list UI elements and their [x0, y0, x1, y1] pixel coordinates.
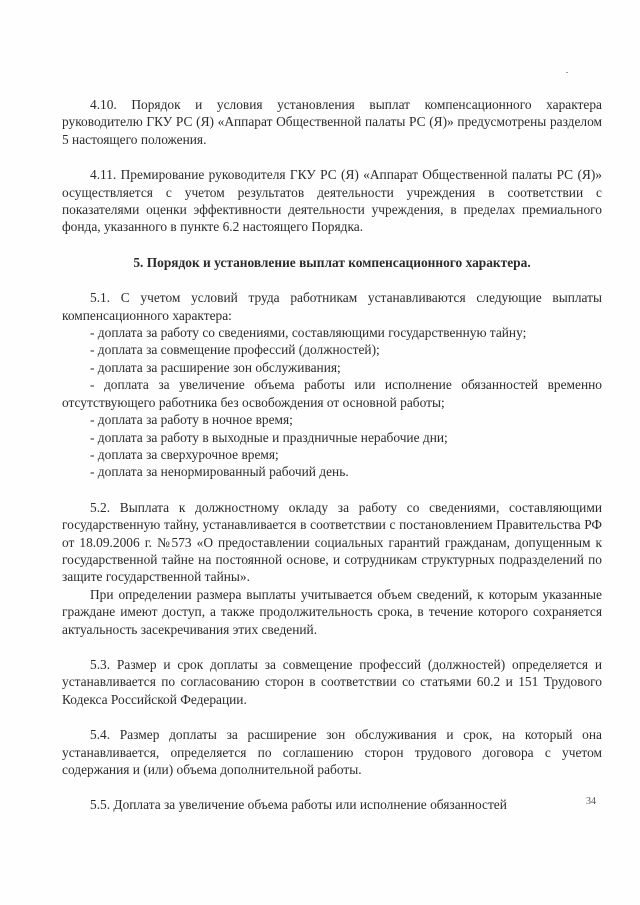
list-item: - доплата за совмещение профессий (должностей);: [90, 342, 380, 358]
document-body: [62, 96, 602, 814]
paragraph-5-2: 5.2. Выплата к должностному окладу за работу со сведениями, составляющими государственную тайну, устанавливается в соответствии с постановлением Правительства РФ от 18.09.2006 г. №573 «О предоставлении социальных гарантий гражданам, допущенным к государственной тайне на постоянной основе, и сотрудникам структурных подразделений по защите государственной тайны».: [62, 499, 602, 585]
list-item: - доплата за сверхурочное время;: [90, 446, 279, 462]
page-number: 34: [586, 796, 596, 807]
paragraph-5-2-continuation: При определении размера выплаты учитывается объем сведений, к которым указанные граждане имеют доступ, а также продолжительность срока, в течение которого сохраняется актуальность засекречивания этих сведений.: [62, 586, 602, 637]
section-5-heading: 5. Порядок и установление выплат компенсационного характера.: [133, 254, 531, 270]
list-item: - доплата за расширение зон обслуживания;: [90, 359, 341, 375]
paragraph-5-4: 5.4. Размер доплаты за расширение зон обслуживания и срок, на который она устанавливается, определяется по соглашению сторон трудового договора с учетом содержания и (или) объема дополнительной работы.: [62, 727, 602, 777]
list-item: - доплата за работу в выходные и праздничные нерабочие дни;: [90, 429, 448, 445]
paragraph-5-5: 5.5. Доплата за увеличение объема работы или исполнение обязанностей: [90, 797, 507, 813]
scan-speck: [566, 72, 568, 73]
list-item: - доплата за работу в ночное время;: [90, 412, 293, 428]
list-item: - доплата за увеличение объема работы или исполнение обязанностей временно отсутствующего работника без освобождения от основной работы;: [62, 377, 602, 410]
list-item: - доплата за работу со сведениями, составляющими государственную тайну;: [90, 325, 527, 341]
paragraph-4-11: 4.11. Премирование руководителя ГКУ РС (Я) «Аппарат Общественной палаты РС (Я)» осуществляется с учетом результатов деятельности учреждения в соответствии с показателями оценки эффективности деятельности учреждения, в пределах премиального фонда, указанного в пункте 6.2 настоящего Порядка.: [62, 167, 602, 235]
paragraph-5-1: 5.1. С учетом условий труда работникам устанавливаются следующие выплаты компенсационного характера:: [62, 290, 602, 323]
list-item: - доплата за ненормированный рабочий день.: [90, 464, 349, 480]
paragraph-4-10: 4.10. Порядок и условия установления выплат компенсационного характера руководителю ГКУ РС (Я) «Аппарат Общественной палаты РС (Я)» предусмотрены разделом 5 настоящего положения.: [62, 97, 602, 147]
paragraph-5-3: 5.3. Размер и срок доплаты за совмещение профессий (должностей) определяется и устанавливается по согласованию сторон в соответствии со статьями 60.2 и 151 Трудового Кодекса Российской Федерации.: [62, 656, 602, 707]
